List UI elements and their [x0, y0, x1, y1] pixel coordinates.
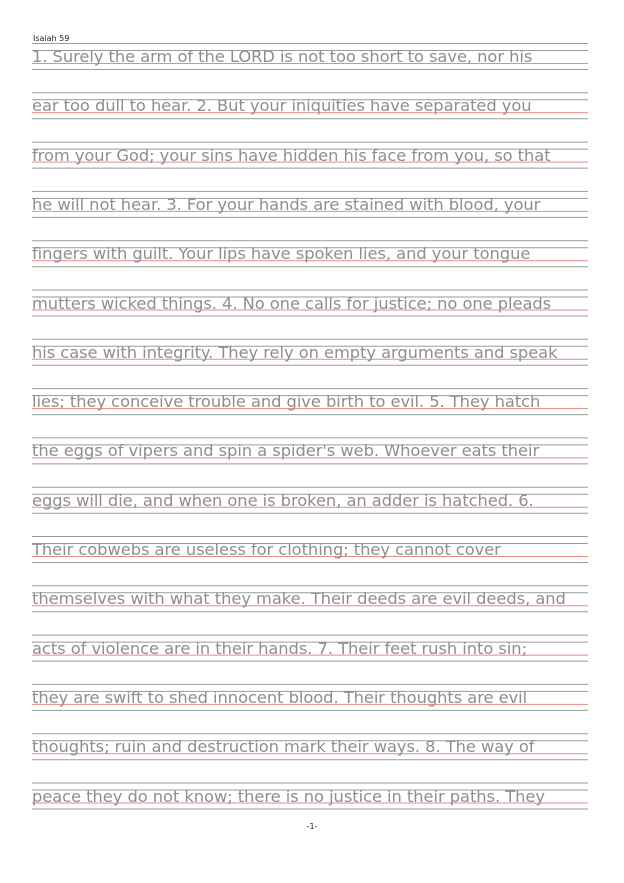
- text-line: mutters wicked things. 4. No one calls for justice; no one pleads: [32, 293, 552, 313]
- text-line: ear too dull to hear. 2. But your iniquities have separated you: [32, 96, 532, 116]
- text-line: peace they do not know; there is no justice in their paths. They: [32, 786, 545, 806]
- text-line: from your God; your sins have hidden his face from you, so that: [32, 145, 551, 165]
- text-line: thoughts; ruin and destruction mark their ways. 8. The way of: [32, 737, 535, 757]
- page-number: -1-: [306, 822, 318, 831]
- text-line: he will not hear. 3. For your hands are stained with blood, your: [32, 194, 541, 214]
- text-line: acts of violence are in their hands. 7. Their feet rush into sin;: [32, 638, 527, 658]
- text-line: Their cobwebs are useless for clothing; they cannot cover: [32, 540, 501, 559]
- text-line: lies; they conceive trouble and give birth to evil. 5. They hatch: [32, 392, 541, 412]
- text-line: themselves with what they make. Their deeds are evil deeds, and: [32, 589, 566, 609]
- text-line: fingers with guilt. Your lips have spoken lies, and your tongue: [32, 244, 531, 264]
- text-line: eggs will die, and when one is broken, an adder is hatched. 6.: [32, 490, 534, 510]
- text-line: his case with integrity. They rely on empty arguments and speak: [32, 342, 558, 362]
- text-line: they are swift to shed innocent blood. Their thoughts are evil: [32, 687, 528, 707]
- text-line: the eggs of vipers and spin a spider's web. Whoever eats their: [32, 441, 540, 461]
- page-title: Isaiah 59: [33, 34, 70, 43]
- text-line: 1. Surely the arm of the LORD is not too short to save, nor his: [32, 47, 533, 66]
